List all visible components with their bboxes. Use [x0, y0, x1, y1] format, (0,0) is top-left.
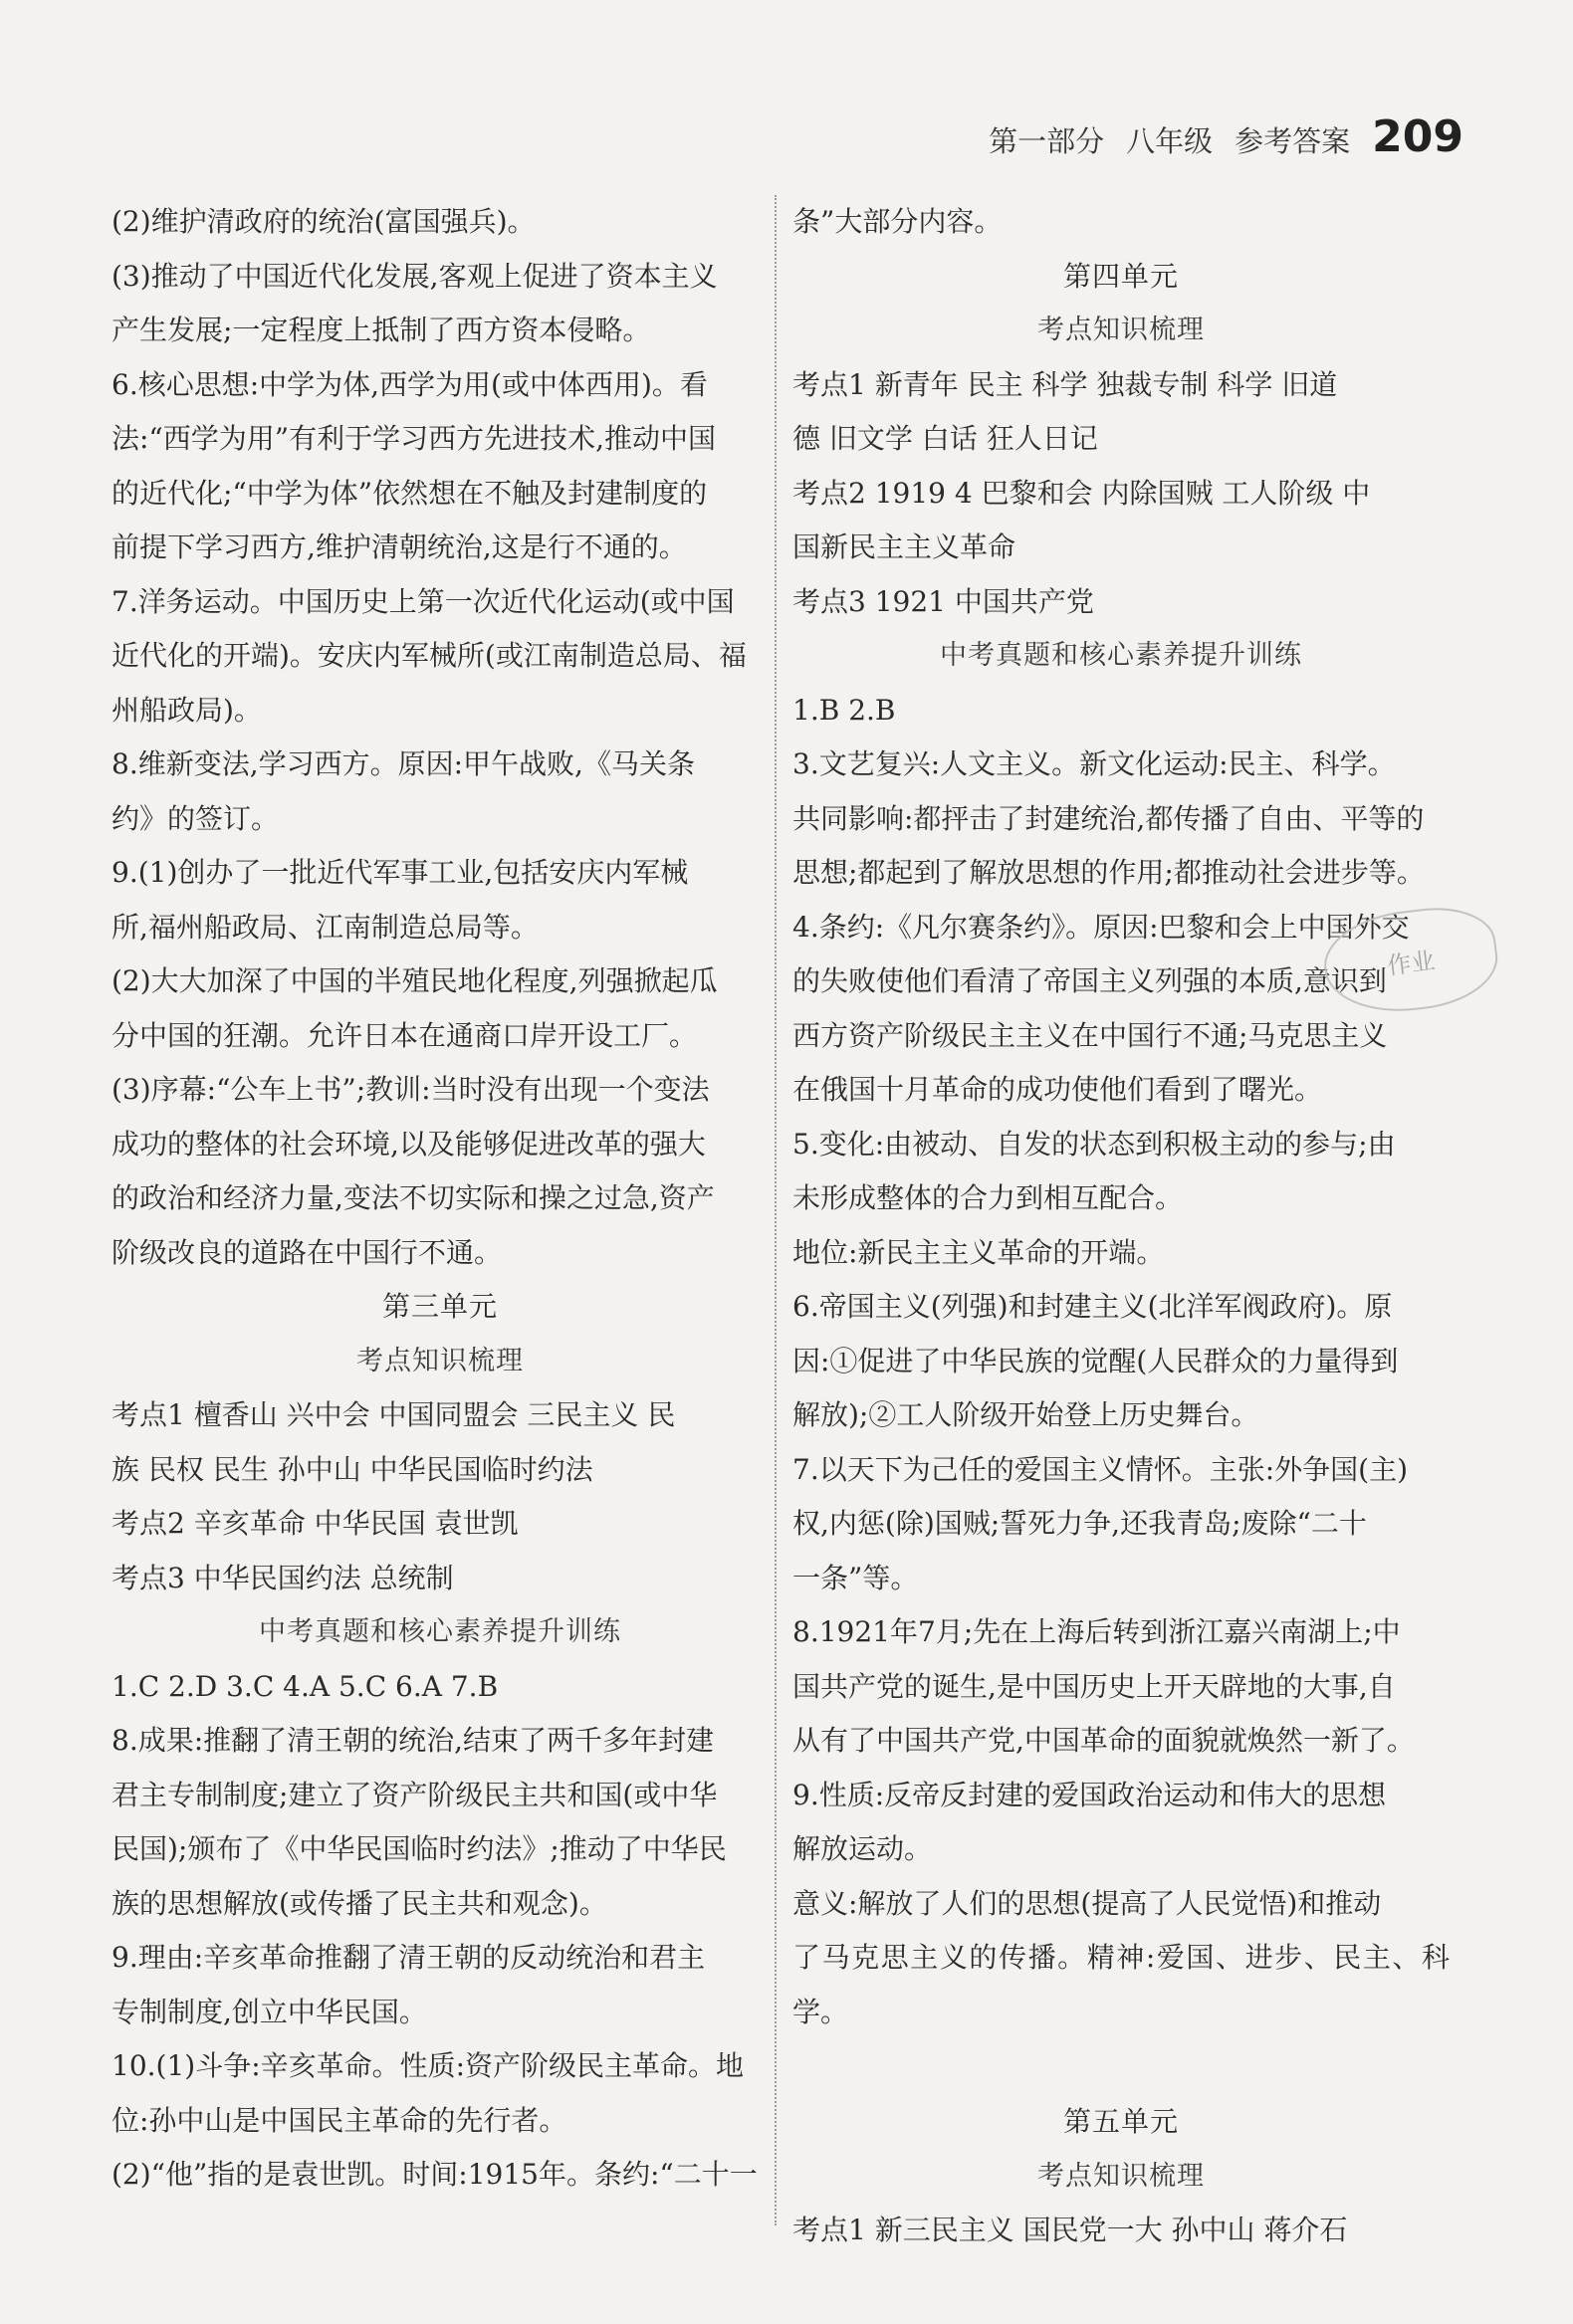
- text-line: 国新民主主义革命: [792, 530, 1016, 563]
- text-line: 考点1 檀香山 兴中会 中国同盟会 三民主义 民: [112, 1398, 676, 1431]
- text-line: 在俄国十月革命的成功使他们看到了曙光。: [792, 1073, 1323, 1106]
- grade-label: 八年级: [1126, 124, 1214, 158]
- text-line: 5.变化:由被动、自发的状态到积极主动的参与;由: [792, 1127, 1396, 1161]
- text-line: 解放);②工人阶级开始登上历史舞台。: [792, 1398, 1259, 1431]
- section-heading: 考点知识梳理: [1037, 2160, 1205, 2192]
- section-heading: 考点知识梳理: [356, 1345, 524, 1376]
- column-divider: [775, 195, 778, 2225]
- text-line: 考点3 中华民国约法 总统制: [112, 1561, 454, 1594]
- section-heading: 中考真题和核心素养提升训练: [940, 640, 1302, 671]
- text-line: 约》的签订。: [112, 801, 280, 835]
- page-header: [989, 111, 1463, 162]
- text-line: 位:孙中山是中国民主革命的先行者。: [112, 2103, 567, 2137]
- section-label: 第一部分: [989, 124, 1105, 158]
- text-line: 产生发展;一定程度上抵制了西方资本侵略。: [112, 314, 651, 346]
- text-line: 的失败使他们看清了帝国主义列强的本质,意识到: [792, 964, 1387, 997]
- text-line: 权,内惩(除)国贼;誓死力争,还我青岛;废除“二十: [792, 1507, 1367, 1540]
- text-line: 考点2 辛亥革命 中华民国 袁世凯: [112, 1507, 519, 1540]
- text-line: 7.以天下为己任的爱国主义情怀。主张:外争国(主): [792, 1452, 1408, 1486]
- text-line: 3.文艺复兴:人文主义。新文化运动:民主、科学。: [792, 747, 1396, 780]
- text-line: 西方资产阶级民主主义在中国行不通;马克思主义: [792, 1018, 1388, 1052]
- text-line: 意义:解放了人们的思想(提高了人民觉悟)和推动: [792, 1886, 1382, 1920]
- text-line: 考点1 新青年 民主 科学 独裁专制 科学 旧道: [792, 367, 1338, 401]
- text-line: 8.1921年7月;先在上海后转到浙江嘉兴南湖上;中: [792, 1615, 1401, 1648]
- text-line: 1.C 2.D 3.C 4.A 5.C 6.A 7.B: [112, 1669, 499, 1703]
- text-line: 从有了中国共产党,中国革命的面貌就焕然一新了。: [792, 1724, 1415, 1757]
- section-heading: 中考真题和核心素养提升训练: [259, 1616, 621, 1647]
- unit-heading: 第五单元: [1062, 2105, 1179, 2138]
- text-line: 9.(1)创办了一批近代军事工业,包括安庆内军械: [112, 856, 689, 889]
- text-line: 考点3 1921 中国共产党: [792, 584, 1094, 618]
- spacer: [792, 2039, 1450, 2095]
- text-line: (2)大大加深了中国的半殖民地化程度,列强掀起瓜: [112, 964, 718, 997]
- text-line: 分中国的狂潮。允许日本在通商口岸开设工厂。: [112, 1018, 698, 1052]
- text-line: 共同影响:都抨击了封建统治,都传播了自由、平等的: [792, 801, 1425, 835]
- text-line: 德 旧文学 白话 狂人日记: [792, 422, 1098, 455]
- left-column: [112, 195, 769, 2203]
- text-line: 考点2 1919 4 巴黎和会 内除国贼 工人阶级 中: [792, 476, 1371, 510]
- text-line: 君主专制制度;建立了资产阶级民主共和国(或中华: [112, 1778, 718, 1811]
- text-line: 9.性质:反帝反封建的爱国政治运动和伟大的思想: [792, 1778, 1387, 1811]
- section-heading: 考点知识梳理: [1037, 315, 1205, 345]
- text-line: 未形成整体的合力到相互配合。: [792, 1181, 1184, 1214]
- text-line: (3)序幕:“公车上书”;教训:当时没有出现一个变法: [112, 1073, 710, 1106]
- text-line: (3)推动了中国近代化发展,客观上促进了资本主义: [112, 259, 718, 293]
- text-line: 条”大部分内容。: [792, 205, 1003, 238]
- text-line: 的近代化;“中学为体”依然想在不触及封建制度的: [112, 476, 708, 510]
- text-line: 族 民权 民生 孙中山 中华民国临时约法: [112, 1452, 593, 1486]
- text-line: 解放运动。: [792, 1832, 933, 1865]
- text-line: 思想;都起到了解放思想的作用;都推动社会进步等。: [792, 856, 1425, 889]
- text-line: 8.成果:推翻了清王朝的统治,结束了两千多年封建: [112, 1724, 715, 1757]
- text-line: 4.条约:《凡尔赛条约》。原因:巴黎和会上中国外交: [792, 910, 1410, 944]
- text-line: 一条”等。: [792, 1561, 919, 1594]
- text-line: 9.理由:辛亥革命推翻了清王朝的反动统治和君主: [112, 1941, 706, 1974]
- unit-heading: 第四单元: [1062, 259, 1179, 293]
- text-line: 前提下学习西方,维护清朝统治,这是行不通的。: [112, 530, 687, 563]
- right-column: [792, 195, 1450, 2258]
- text-line: 族的思想解放(或传播了民主共和观念)。: [112, 1886, 607, 1920]
- text-line: 6.帝国主义(列强)和封建主义(北洋军阀政府)。原: [792, 1290, 1393, 1323]
- text-line: 民国);颁布了《中华民国临时约法》;推动了中华民: [112, 1832, 727, 1865]
- text-line: 法:“西学为用”有利于学习西方先进技术,推动中国: [112, 422, 716, 455]
- text-line: 国共产党的诞生,是中国历史上开天辟地的大事,自: [792, 1669, 1396, 1703]
- text-line: (2)“他”指的是袁世凯。时间:1915年。条约:“二十一: [112, 2158, 758, 2191]
- page-number: 209: [1372, 111, 1463, 162]
- text-line: 考点1 新三民主义 国民党一大 孙中山 蒋介石: [792, 2214, 1348, 2246]
- text-line: 10.(1)斗争:辛亥革命。性质:资产阶级民主革命。地: [112, 2049, 745, 2082]
- text-line: 1.B 2.B: [792, 693, 896, 727]
- text-line: 州船政局)。: [112, 693, 262, 727]
- text-line: 近代化的开端)。安庆内军械所(或江南制造总局、福: [112, 639, 747, 672]
- text-line: 的政治和经济力量,变法不切实际和操之过急,资产: [112, 1181, 715, 1214]
- text-line: 专制制度,创立中华民国。: [112, 1995, 427, 2028]
- text-line: 因:①促进了中华民族的觉醒(人民群众的力量得到: [792, 1344, 1399, 1377]
- text-line: 了马克思主义的传播。精神:爱国、进步、民主、科学。: [792, 1941, 1450, 2028]
- text-line: 8.维新变法,学习西方。原因:甲午战败,《马关条: [112, 747, 695, 780]
- unit-heading: 第三单元: [381, 1290, 498, 1323]
- answers-title: 参考答案: [1235, 124, 1351, 158]
- text-line: 阶级改良的道路在中国行不通。: [112, 1235, 503, 1269]
- text-line: 6.核心思想:中学为体,西学为用(或中体西用)。看: [112, 367, 708, 401]
- text-line: 7.洋务运动。中国历史上第一次近代化运动(或中国: [112, 584, 735, 618]
- text-line: 成功的整体的社会环境,以及能够促进改革的强大: [112, 1127, 706, 1161]
- text-line: 所,福州船政局、江南制造总局等。: [112, 910, 539, 944]
- text-line: 地位:新民主主义革命的开端。: [792, 1235, 1165, 1269]
- stamp-text: 作业: [1385, 946, 1437, 980]
- text-line: (2)维护清政府的统治(富国强兵)。: [112, 205, 536, 238]
